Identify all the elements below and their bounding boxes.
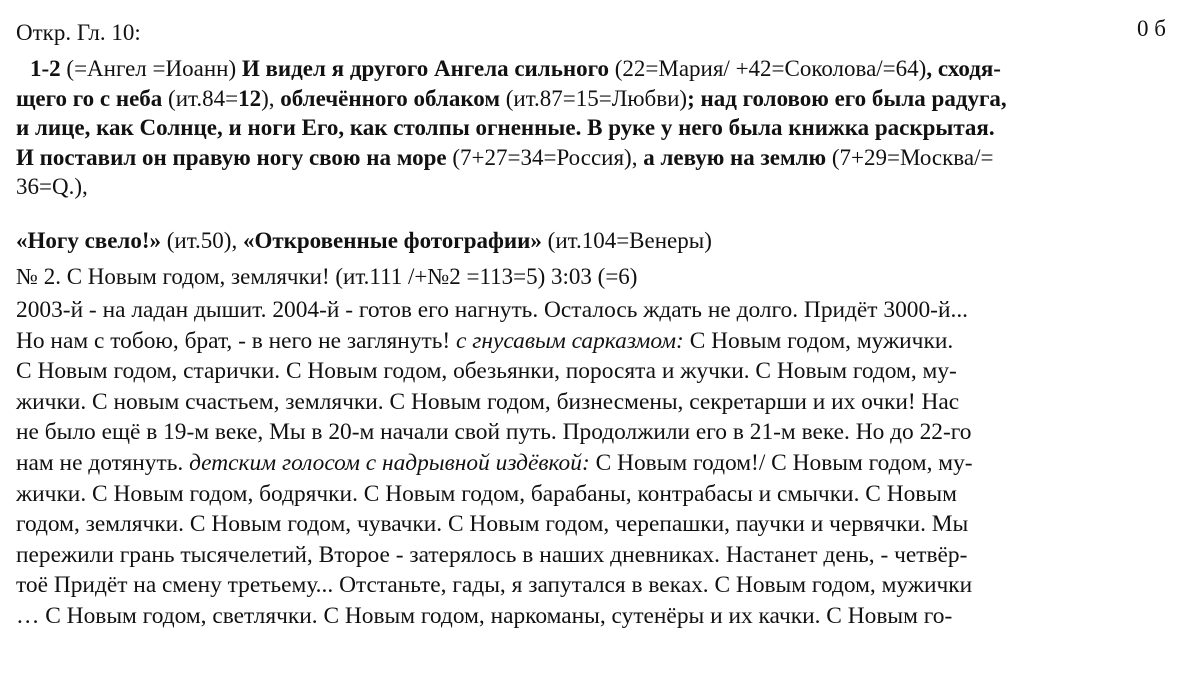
text-run: «Откровенные фотографии» [242, 228, 542, 253]
song-line [16, 295, 1188, 326]
verse-line [16, 113, 1188, 143]
text-run: (7+29=Москва/= [826, 144, 994, 170]
text-run: щего го с неба [16, 85, 163, 111]
song-line [16, 509, 1188, 540]
text-run: ; над головою его была радуга, [687, 85, 1007, 111]
song-line [16, 356, 1188, 387]
song-line [16, 479, 1188, 510]
verse-line [16, 172, 1188, 202]
song-line [16, 326, 1188, 357]
text-run: Но нам с тобою, брат, - в него не заглянуть! [16, 327, 457, 354]
text-run: 36=Q.), [16, 174, 88, 200]
text-run: с гнусавым сарказмом: [456, 327, 684, 354]
text-run: (ит.50), [161, 228, 243, 253]
song-line [16, 570, 1188, 601]
text-run: С Новым годом!/ С Новым годом, му- [589, 449, 973, 476]
song-line [16, 387, 1188, 418]
text-run: тоё Придёт на смену третьему... Отстаньте, гады, я запутался в веках. С Новым годом, мужички [16, 572, 973, 599]
verse-paragraph [16, 54, 1188, 202]
text-run: пережили грань тысячелетий, Второе - затерялось в наших дневниках. Настанет день, - четвёр- [16, 541, 968, 568]
text-run: ), [261, 85, 281, 111]
text-run: «Ногу свело!» [16, 228, 161, 253]
text-run: … С Новым годом, светлячки. С Новым годом, наркоманы, сутенёры и их качки. С Новым го- [16, 602, 953, 629]
song-heading: № 2. С Новым годом, землячки! (ит.111 /+№2 =113=5) 3:03 (=6) [16, 264, 638, 289]
text-run: жички. С Новым годом, бодрячки. С Новым годом, барабаны, контрабасы и смычки. С Новым [16, 480, 957, 507]
song-line [16, 417, 1188, 448]
text-run: а левую на землю [643, 144, 827, 170]
text-run: (=Ангел =Иоанн) [60, 56, 242, 81]
text-run: С Новым годом, старички. С Новым годом, обезьянки, поросята и жучки. С Новым годом, му- [16, 358, 957, 385]
verse-line [16, 84, 1188, 114]
text-run: (22=Мария/ +42=Соколова/=64) [609, 56, 927, 81]
chapter-reference: Откр. Гл. 10: [16, 20, 141, 45]
verse-line [16, 54, 1188, 84]
text-run: (ит.104=Венеры) [541, 228, 712, 253]
song-line [16, 448, 1188, 479]
text-run: и лице, как Солнце, и ноги Его, как столпы огненные. В руке у него была книжка раскрытая. [16, 115, 995, 141]
text-run: не было ещё в 19-м веке, Мы в 20-м начали свой путь. Продолжили его в 21-м веке. Но до 22-го [16, 419, 972, 446]
text-run: облечённого облаком [280, 85, 501, 111]
text-run: (ит.87=15=Любви) [500, 85, 688, 111]
verse-line [16, 143, 1188, 173]
text-run: 1-2 [30, 56, 61, 81]
text-run: детским голосом с надрывной издёвкой: [189, 449, 590, 476]
text-run: (ит.84= [162, 85, 239, 111]
text-run: годом, землячки. С Новым годом, чувачки. С Новым годом, черепашки, паучки и червячки. Мы [16, 511, 969, 538]
text-run: жички. С новым счастьем, землячки. С Новым годом, бизнесмены, секретарши и их очки! Нас [16, 388, 960, 415]
titles-line [16, 226, 712, 256]
song-lyrics [16, 295, 1188, 632]
text-run: С Новым годом, мужички. [683, 327, 954, 354]
page-mark: 0 б [1137, 16, 1166, 41]
text-run: (7+27=34=Россия), [446, 144, 644, 170]
text-run: 12 [238, 85, 262, 111]
text-run: И видел я другого Ангела сильного [241, 56, 609, 81]
text-run: И поставил он правую ногу свою на море [16, 144, 447, 170]
song-line [16, 601, 1188, 632]
song-line [16, 540, 1188, 571]
text-run: нам не дотянуть. [16, 449, 190, 476]
text-run: 2003-й - на ладан дышит. 2004-й - готов его нагнуть. Осталось ждать не долго. Придёт 3000-й... [16, 297, 969, 323]
text-run: , сходя- [926, 56, 1001, 81]
